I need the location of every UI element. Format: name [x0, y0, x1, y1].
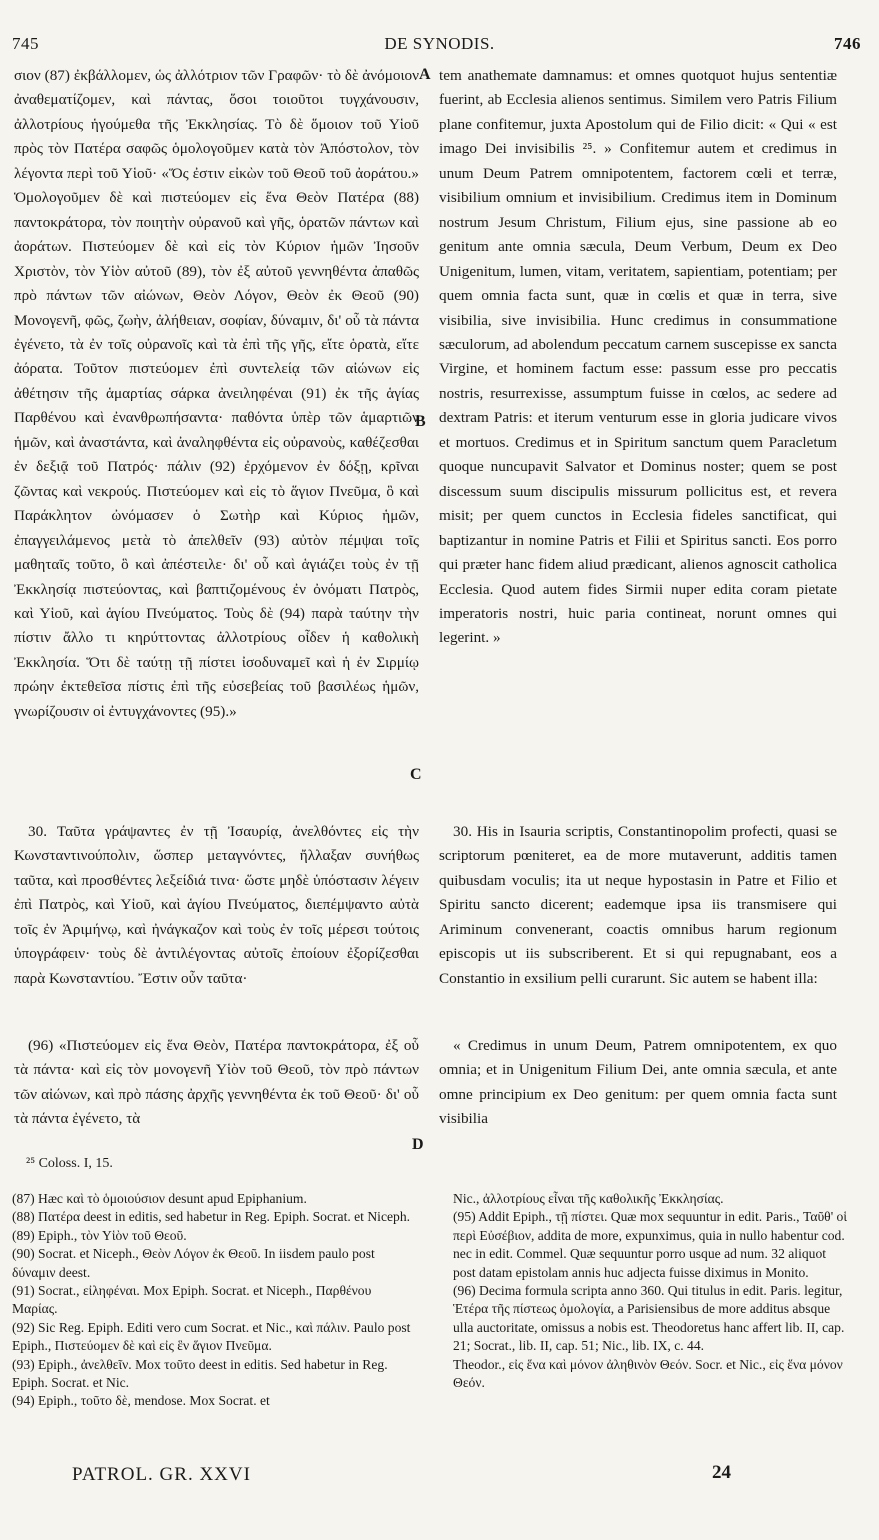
greek-paragraph: (96) «Πιστεύομεν εἰς ἕνα Θεὸν, Πατέρα παντοκράτορα, ἐξ οὗ τὰ πάντα· καὶ εἰς τὸν μονογενῆ Υἱὸν τοῦ Θεοῦ, τὸν πρὸ πάντων τῶν αἰώνων, καὶ πρὸ πάσης ἀρχῆς γεννηθέντα ἐκ τοῦ Θεοῦ· δι' οὗ τὰ πάντα ἐγένετο, τὰ: [14, 1037, 419, 1128]
note-item: (94) Epiph., τοῦτο δὲ, mendose. Mox Socrat. et: [12, 1393, 270, 1409]
running-title: DE SYNODIS.: [384, 34, 495, 53]
margin-marker-a: A: [419, 66, 431, 83]
greek-text-section-2: [14, 820, 419, 991]
greek-text-section-1: [14, 64, 419, 724]
page-header: [0, 34, 879, 60]
note-item: Theodor., εἰς ἕνα καὶ μόνον ἀληθινὸν Θεόν. Socr. et Nic., εἰς ἕνα μόνον Θεόν.: [453, 1356, 843, 1391]
editorial-notes-right: [453, 1190, 847, 1392]
greek-paragraph: σιον (87) ἐκβάλλομεν, ὡς ἀλλότριον τῶν Γραφῶν· τὸ δὲ ἀνόμοιον ἀναθεματίζομεν, καὶ πάντας, ὅσοι τοιοῦτοι τυγχάνουσιν, ἀλλοτρίους ἡγούμεθα τῆς Ἐκκλησίας. Τὸ δὲ ὅμοιον τοῦ Υἱοῦ πρὸς τὸν Πατέρα σαφῶς ὁμολογοῦμεν κατὰ τὸν Ἀπόστολον, τὸν λέγοντα περὶ τοῦ Υἱοῦ· «Ὅς ἐστιν εἰκὼν τοῦ Θεοῦ τοῦ ἀοράτου.» Ὁμολογοῦμεν δὲ καὶ πιστεύομεν εἰς ἕνα Θεὸν Πατέρα (88) παντοκράτορα, τὸν ποιητὴν οὐρανοῦ καὶ γῆς, ὁρατῶν πάντων καὶ ἀοράτων. Πιστεύομεν δὲ καὶ εἰς τὸν Κύριον ἡμῶν Ἰησοῦν Χριστὸν, τὸν Υἱὸν αὐτοῦ (89), τὸν ἐξ αὐτοῦ γεννηθέντα ἀπαθῶς πρὸ πάντων τῶν αἰώνων, Θεὸν Λόγον, Θεὸν ἐκ Θεοῦ (90) Μονογενῆ, φῶς, ζωὴν, ἀλήθειαν, σοφίαν, δύναμιν, δι' οὗ τὰ πάντα ἐγένετο, τὰ ἐν τοῖς οὐρανοῖς καὶ τὰ ἐπὶ τῆς γῆς, εἴτε ὁρατὰ, εἴτε ἀόρατα. Τοῦτον πιστεύομεν ἐπὶ συντελείᾳ τῶν αἰώνων εἰς ἀθέτησιν τῆς ἁμαρτίας σάρκα ἀνειληφέναι (91) ἐκ τῆς ἁγίας Παρθένου καὶ ἐνανθρωπήσαντα· παθόντα ὑπὲρ τῶν ἁμαρτιῶν ἡμῶν, καὶ ἀναστάντα, καὶ ἀναληφθέντα εἰς οὐρανοὺς, καθέζεσθαι ἐν δεξιᾷ τοῦ Πατρός· πάλιν (92) ἐρχόμενον ἐν δόξῃ, κρῖναι ζῶντας καὶ νεκρούς. Πιστεύομεν καὶ εἰς τὸ ἅγιον Πνεῦμα, ὃ καὶ Παράκλητον ὠνόμασεν ὁ Σωτὴρ καὶ Κύριος ἡμῶν, ἐπαγγειλάμενος μετὰ τὸ ἀπελθεῖν (93) αὐτὸν πέμψαι τοῖς μαθηταῖς τοῦτο, ὃ καὶ ἀπέστειλε· δι' οὗ καὶ ἁγιάζει τοὺς ἐν τῇ Ἐκκλησίᾳ πιστεύοντας, καὶ βαπτιζομένους ἐν ὀνόματι Πατρὸς, καὶ Υἱοῦ, καὶ ἁγίου Πνεύματος. Τοὺς δὲ (94) παρὰ ταύτην τὴν πίστιν ἄλλο τι κηρύττοντας ἀλλοτρίους οἶδεν ἡ καθολικὴ Ἐκκλησία. Ὅτι δὲ ταύτῃ τῇ πίστει ἰσοδυναμεῖ καὶ ἡ ἐν Σιρμίῳ πρώην ἐκτεθεῖσα πίστις ἐπὶ τῆς εὐσεβείας τοῦ βασιλέως ἡμῶν, γνωρίζουσιν οἱ ἐντυγχάνοντες (95).»: [14, 67, 419, 720]
note-item: (89) Epiph., τὸν Υἱὸν τοῦ Θεοῦ.: [12, 1227, 187, 1243]
note-item: (95) Addit Epiph., τῇ πίστει. Quæ mox sequuntur in edit. Paris., Ταῦθ' οἱ περὶ Εὐσέβιον, addita de more, expunximus, quia in nullo habentur cod. nec in edit. Commel. Quæ sequuntur porro usque ad num. 32 aliquot post datam epistolam annis huc adjecta fuisse diximus in Monito.: [453, 1209, 847, 1280]
note-item: (87) Hæc καὶ τὸ ὁμοιούσιον desunt apud Epiphanium.: [12, 1191, 307, 1206]
margin-marker-c: C: [410, 766, 422, 783]
note-item: (96) Decima formula scripta anno 360. Qui titulus in edit. Paris. legitur, Ἑτέρα τῆς πίστεως ὁμολογία, a Parisiensibus de more additus absque ulla auctoritate, omissus a nobis est. Theodoretus hanc affert lib. II, cap. 21; Socrat., lib. II, cap. 51; Nic., lib. IX, c. 44.: [453, 1283, 845, 1354]
note-item: (91) Socrat., εἰληφέναι. Mox Epiph. Socrat. et Niceph., Παρθένου Μαρίας.: [12, 1283, 372, 1317]
note-item: (90) Socrat. et Niceph., Θεὸν Λόγον ἐκ Θεοῦ. In iisdem paulo post δύναμιν deest.: [12, 1246, 375, 1280]
greek-text-section-3: [14, 1034, 419, 1132]
note-item: Nic., ἀλλοτρίους εἶναι τῆς καθολικῆς Ἐκκλησίας.: [453, 1191, 724, 1206]
greek-paragraph: 30. Ταῦτα γράψαντες ἐν τῇ Ἰσαυρίᾳ, ἀνελθόντες εἰς τὴν Κωνσταντινούπολιν, ὥσπερ μεταγνόντες, ἤλλαξαν συνήθως ταῦτα, καὶ προσθέντες λεξείδιά τινα· ὥστε μηδὲ ὑπόστασιν λέγειν ἐπὶ Πατρὸς, καὶ Υἱοῦ, καὶ ἁγίου Πνεύματος, διεπέμψαντο αὐτὰ τοῖς ἐν Ἀριμήνῳ, καὶ ἠνάγκαζον καὶ τοὺς ἐν τοῖς μέρεσι τούτοις ὑπογράφειν· τοὺς δὲ ἀντιλέγοντας αὐτοῖς ἐποίουν ἐξορίζεσθαι παρὰ Κωνσταντίου. Ἔστιν οὖν ταῦτα·: [14, 823, 419, 987]
volume-signature: PATROL. GR. XXVI: [72, 1464, 251, 1485]
gathering-number: 24: [712, 1462, 731, 1483]
scripture-footnote: ²⁵ Coloss. I, 15.: [26, 1156, 113, 1171]
latin-text-section-1: [439, 64, 837, 651]
right-page-number: 746: [834, 34, 861, 53]
latin-text-section-3: [439, 1034, 837, 1132]
latin-paragraph: « Credimus in unum Deum, Patrem omnipotentem, ex quo omnia; et in Unigenitum Filium Dei, ante omnia sæcula, et ante omne principium ex Deo genitum: per quem omnia facta sunt visibilia: [439, 1037, 837, 1128]
note-item: (92) Sic Reg. Epiph. Editi vero cum Socrat. et Nic., καὶ πάλιν. Paulo post Epiph., Πιστεύομεν δὲ καὶ εἰς ἓν ἅγιον Πνεῦμα.: [12, 1319, 411, 1354]
note-item: (88) Πατέρα deest in editis, sed habetur in Reg. Epiph. Socrat. et Niceph.: [12, 1209, 411, 1225]
margin-marker-d: D: [412, 1136, 424, 1153]
margin-marker-b: B: [415, 413, 426, 430]
latin-text-section-2: [439, 820, 837, 991]
note-item: (93) Epiph., ἀνελθεῖν. Mox τοῦτο deest in editis. Sed habetur in Reg. Epiph. Socrat. et Nic.: [12, 1356, 388, 1391]
editorial-notes-left: [12, 1190, 416, 1411]
latin-paragraph: 30. His in Isauria scriptis, Constantinopolim profecti, quasi se scriptorum pœniteret, ea de more mutaverunt, additis tamen quibusdam voculis; ita ut neque hypostasin in Patre et Filio et Spiritu sancto dicerent; eademque ipsa iis transmisere qui Ariminum convenerant, coactis omnibus harum regionum episcopis ut iis subscriberent. Et si qui repugnabant, eos a Constantio in exsilium pelli curarunt. Sic autem se habent illa:: [439, 823, 837, 987]
left-page-number: 745: [12, 34, 39, 53]
latin-paragraph: tem anathemate damnamus: et omnes quotquot hujus sententiæ fuerint, ab Ecclesia alienos sentimus. Similem vero Patris Filium plane confitemur, juxta Apostolum qui de Filio dicit: « Qui « est imago Dei invisibilis ²⁵. » Confitemur autem et credimus in unum Deum Patrem omnipotentem, factorem cœli et terræ, visibilium omnium et invisibilium. Credimus item in Dominum nostrum Jesum Christum, Filium ejus, sine passione ab eo genitum ante omnia sæcula, Deum Verbum, Deum ex Deo Unigenitum, lumen, vitam, veritatem, sapientiam, potentiam; per quem omnia facta sunt, quæ in cœlis et quæ in terra, sive visibilia, sive invisibilia. Hunc credimus in consummatione sæculorum, ad abolendum peccatum carnem suscepisse ex sancta Virgine, et hominem factum esse: passum esse pro peccatis nostris, resurrexisse, assumptum fuisse in cœlos, ac sedere ad dextram Patris: et iterum venturum esse in gloria judicare vivos et mortuos. Credimus et in Spiritum sanctum quem Paracletum quoque nuncupavit Salvator et Dominus noster; quem se post discessum suum discipulis missurum pollicitus est, et revera misit; per quem cunctos in Ecclesia fideles sanctificat, qui baptizantur in nomine Patris et Filii et Spiritus sancti. Eos porro qui præter hanc fidem aliud prædicant, alienos agnoscit catholica Ecclesia. Quod autem fides Sirmii nuper edita coram pietate imperatoris nostri, huic paria contineat, norunt omnes qui legerint. »: [439, 67, 837, 647]
